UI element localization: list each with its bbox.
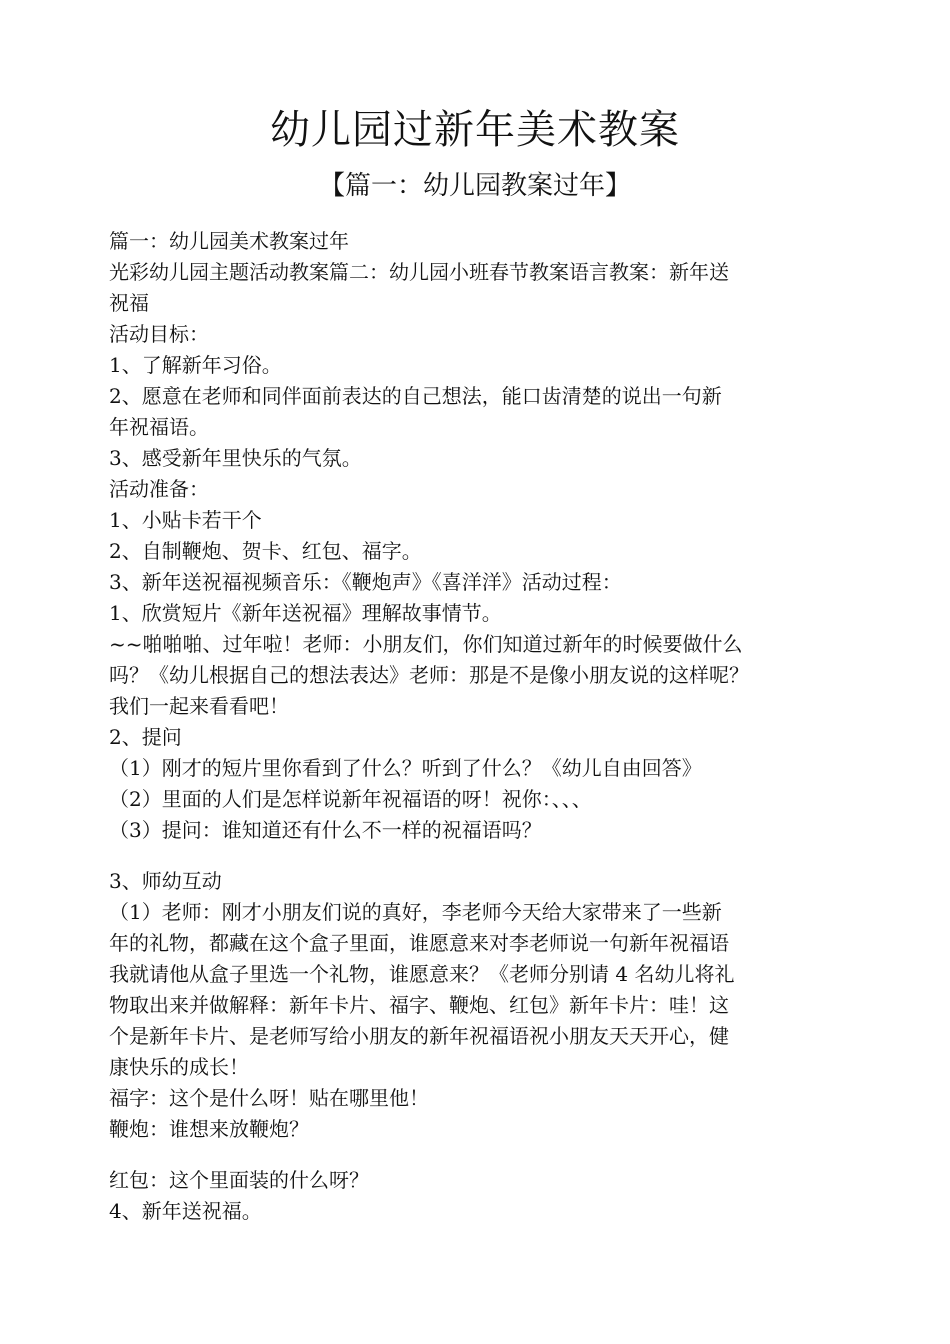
document-title: 幼儿园过新年美术教案 [270,107,680,153]
body-line: 我就请他从盒子里选一个礼物，谁愿意来？《老师分别请 4 名幼儿将礼 [109,962,735,986]
body-line: （3）提问：谁知道还有什么不一样的祝福语吗？ [109,818,542,842]
body-line: 光彩幼儿园主题活动教案篇二：幼儿园小班春节教案语言教案：新年送 [109,260,729,284]
document-body [109,226,847,1227]
body-line: 1、欣赏短片《新年送祝福》理解故事情节。 [109,601,502,625]
body-line: 1、了解新年习俗。 [109,353,282,377]
body-line: 活动目标： [109,322,209,346]
body-line: 活动准备： [109,477,209,501]
body-line: （2）里面的人们是怎样说新年祝福语的呀！祝你：、、、 [109,787,592,811]
body-line: 3、新年送祝福视频音乐：《鞭炮声》《喜洋洋》活动过程： [109,570,622,594]
body-line: 3、感受新年里快乐的气氛。 [109,446,362,470]
body-line: 1、小贴卡若干个 [109,508,262,532]
body-line: 红包：这个里面装的什么呀？ [109,1168,369,1192]
body-line: ~~啪啪啪、过年啦！老师：小朋友们，你们知道过新年的时候要做什么 [109,632,743,656]
body-line: 3、师幼互动 [109,869,222,893]
body-line: 4、新年送祝福。 [109,1199,262,1223]
body-line: 我们一起来看看吧！ [109,694,289,718]
body-line: 年祝福语。 [109,415,209,439]
paragraph-gap [109,846,847,866]
body-line: 祝福 [109,291,149,315]
body-line: 物取出来并做解释：新年卡片、福字、鞭炮、红包》新年卡片：哇！这 [109,993,729,1017]
body-line: 2、自制鞭炮、贺卡、红包、福字。 [109,539,422,563]
body-line: 篇一：幼儿园美术教案过年 [109,229,349,253]
body-line: （1）刚才的短片里你看到了什么？听到了什么？《幼儿自由回答》 [109,756,702,780]
body-line: 2、愿意在老师和同伴面前表达的自己想法，能口齿清楚的说出一句新 [109,384,722,408]
body-line: （1）老师：刚才小朋友们说的真好，李老师今天给大家带来了一些新 [109,900,722,924]
body-line: 2、提问 [109,725,182,749]
body-line: 个是新年卡片、是老师写给小朋友的新年祝福语祝小朋友天天开心，健 [109,1024,729,1048]
body-line: 康快乐的成长！ [109,1055,249,1079]
body-line: 福字：这个是什么呀！贴在哪里他！ [109,1086,429,1110]
body-line: 吗？《幼儿根据自己的想法表达》老师：那是不是像小朋友说的这样呢？ [109,663,749,687]
paragraph-gap [109,1145,847,1165]
section-heading: 【篇一：幼儿园教案过年】 [318,171,631,201]
body-line: 鞭炮：谁想来放鞭炮？ [109,1117,309,1141]
body-line: 年的礼物，都藏在这个盒子里面，谁愿意来对李老师说一句新年祝福语 [109,931,729,955]
